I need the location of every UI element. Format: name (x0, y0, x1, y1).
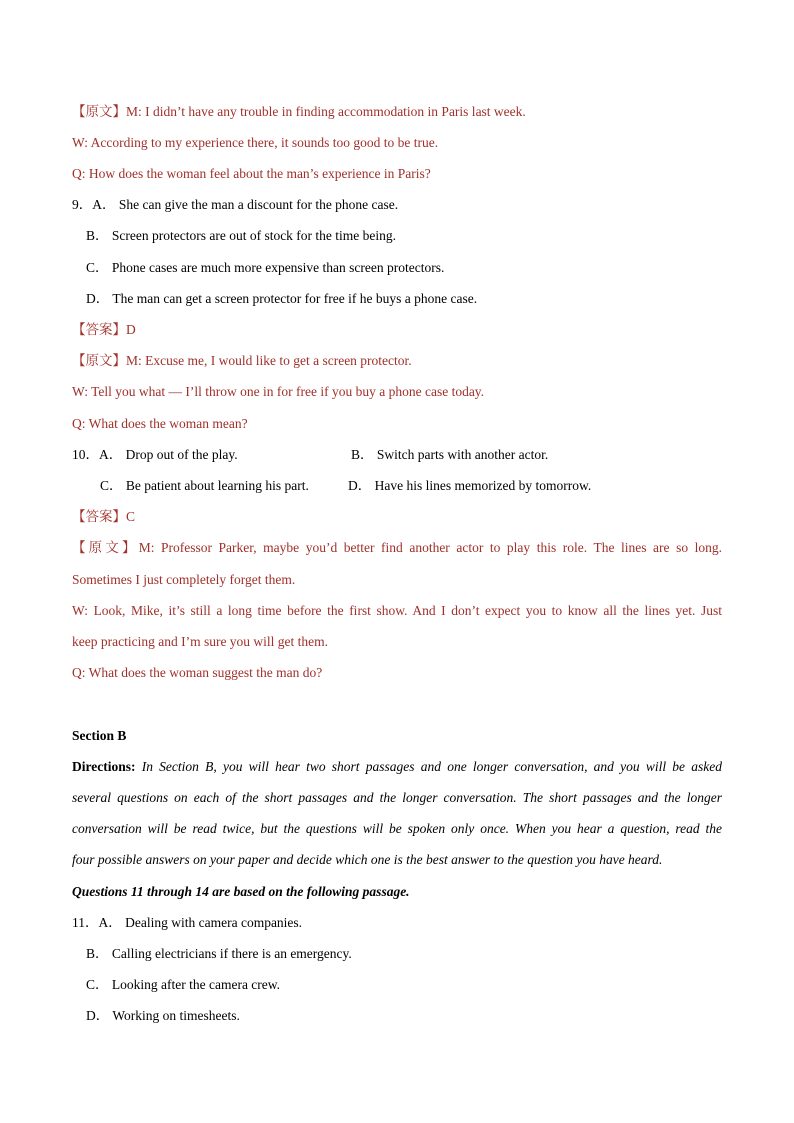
answer-tag: 【答案】 (72, 322, 126, 337)
script-tag: 【原文】 (72, 353, 126, 368)
directions-line-4: four possible answers on your paper and decide which one is the best answer to the question you have heard. (72, 852, 663, 867)
question-number: 10． (72, 447, 99, 462)
directions-line-2: several questions on each of the short passages and the longer conversation. The short passages and the longer (72, 790, 722, 805)
q9-answer: 【答案】D (72, 322, 136, 337)
questions-header: Questions 11 through 14 are based on the following passage. (72, 884, 410, 899)
q10-options-row1 (72, 446, 722, 464)
q10-script-woman-line1: W: Look, Mike, it’s still a long time before the first show. And I don’t expect you to know all the lines yet. Just (72, 603, 722, 618)
directions-label: Directions: (72, 759, 136, 774)
q10-option-d: D． Have his lines memorized by tomorrow. (348, 478, 592, 493)
q9-option-b: B． Screen protectors are out of stock for the time being. (86, 228, 397, 243)
script-tag: 【原文】 (72, 540, 139, 555)
q9-script-question: Q: What does the woman mean? (72, 416, 248, 431)
q10-script-man-line2: Sometimes I just completely forget them. (72, 572, 296, 587)
script-tag: 【原文】 (72, 104, 126, 119)
q10-option-c: C． Be patient about learning his part. (100, 478, 309, 493)
q9-option-a: 9．A． She can give the man a discount for the phone case. (72, 197, 399, 212)
q11-option-d: D． Working on timesheets. (86, 1008, 240, 1023)
q9-option-d: D． The man can get a screen protector for free if he buys a phone case. (86, 291, 478, 306)
q10-script-man-line1: 【原文】M: Professor Parker, maybe you’d better find another actor to play this role. The lines are so long. (72, 540, 722, 555)
question-number: 9． (72, 197, 93, 212)
q11-option-c: C． Looking after the camera crew. (86, 977, 281, 992)
section-b-title: Section B (72, 728, 127, 743)
directions-line-3: conversation will be read twice, but the questions will be spoken only once. When you hear a question, read the (72, 821, 722, 836)
q8-script-man: 【原文】M: I didn’t have any trouble in finding accommodation in Paris last week. (72, 104, 526, 119)
answer-tag: 【答案】 (72, 509, 126, 524)
q11-option-b: B． Calling electricians if there is an emergency. (86, 946, 352, 961)
q9-script-woman: W: Tell you what — I’ll throw one in for free if you buy a phone case today. (72, 384, 485, 399)
q10-options-row2 (100, 477, 750, 495)
q8-script-question: Q: How does the woman feel about the man’s experience in Paris? (72, 166, 431, 181)
q10-script-woman-line2: keep practicing and I’m sure you will get them. (72, 634, 329, 649)
q10-option-a: A． Drop out of the play. (99, 447, 238, 462)
q10-option-b: B． Switch parts with another actor. (351, 447, 549, 462)
q8-script-woman: W: According to my experience there, it sounds too good to be true. (72, 135, 439, 150)
question-number: 11． (72, 915, 99, 930)
q11-option-a: 11．A． Dealing with camera companies. (72, 915, 303, 930)
q9-option-c: C． Phone cases are much more expensive than screen protectors. (86, 260, 445, 275)
directions-line-1: Directions: In Section B, you will hear two short passages and one longer conversation, and you will be asked (72, 759, 722, 774)
q10-script-question: Q: What does the woman suggest the man do? (72, 665, 323, 680)
q10-answer: 【答案】C (72, 509, 136, 524)
q9-script-man: 【原文】M: Excuse me, I would like to get a screen protector. (72, 353, 412, 368)
